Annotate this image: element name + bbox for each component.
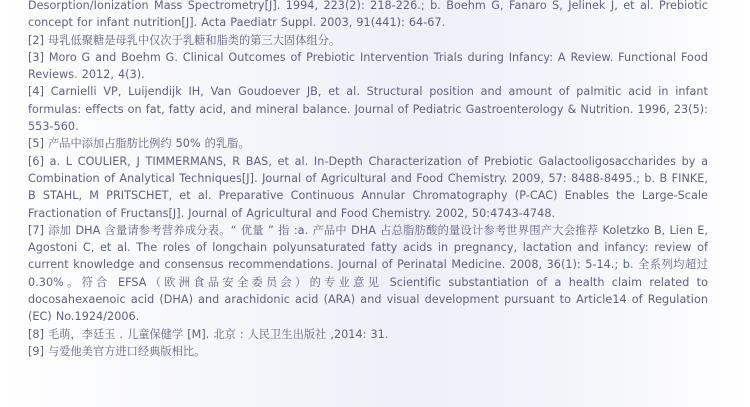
reference-item-8: [8] 毛萌，李廷玉 . 儿童保健学 [M]. 北京 : 人民卫生出版社 ,2014: 31.: [28, 327, 389, 341]
reference-item-7: [7] 添加 DHA 含量请参考营养成分表。“ 优量 ” 指 :a. 产品中 DHA 占总脂肪酸的量设计参考世界围产大会推荐 Koletzko B, Lien E, Agostoni C, et al. The roles of longchain polyunsaturated fatty acids in pregnancy, lactation and infancy: review of current knowledge and consensus recommendations. Journal of Perinatal Medicine. 2008, 36(1): 5-14.; b. 全系列均超过 0.30%。符合 EFSA（欧洲食品安全委员会）的专业意见 Scientific substantiation of a health claim related to docosahexaenoic acid (DHA) and arachidonic acid (ARA) and visual development pursuant to Article14 of Regulation (EC) No.1924/2006.: [28, 223, 708, 324]
reference-item-2: [2] 母乳低聚糖是母乳中仅次于乳糖和脂类的第三大固体组分。: [28, 33, 341, 47]
reference-item-5: [5] 产品中添加占脂肪比例约 50% 的乳脂。: [28, 137, 250, 151]
reference-item-3: [3] Moro G and Boehm G. Clinical Outcomes of Prebiotic Intervention Trials during Infancy: A Review. Functional Food Reviews. 2012, 4(3).: [28, 50, 708, 82]
reference-item-1-continued: Desorption/Ionization Mass Spectrometry[J]. 1994, 223(2): 218-226.; b. Boehm G, Fanaro S, Jelinek J, et al. Prebiotic concept for infant nutrition[J]. Acta Paediatr Suppl. 2003, 91(441): 64-67.: [28, 0, 708, 30]
reference-list: [28, 0, 708, 360]
reference-item-4: [4] Carnielli VP, Luijendijk IH, Van Goudoever JB, et al. Structural position and amount of palmitic acid in infant formulas: effects on fat, fatty acid, and mineral balance. Journal of Pediatric Gastroenterology & Nutrition. 1996, 23(5): 553-560.: [28, 85, 708, 134]
reference-item-9: [9] 与爱他美官方进口经典版相比。: [28, 344, 206, 358]
reference-item-6: [6] a. L COULIER, J TIMMERMANS, R BAS, et al. In-Depth Characterization of Prebiotic Galactooligosaccharides by a Combination of Analytical Techniques[J]. Journal of Agricultural and Food Chemistry. 2009, 57: 8488-8495.; b. B FINKE, B STAHL, M PRITSCHET, et al. Preparative Continuous Annular Chromatography (P-CAC) Enables the Large-Scale Fractionation of Fructans[J]. Journal of Agricultural and Food Chemistry. 2002, 50:4743-4748.: [28, 154, 708, 220]
